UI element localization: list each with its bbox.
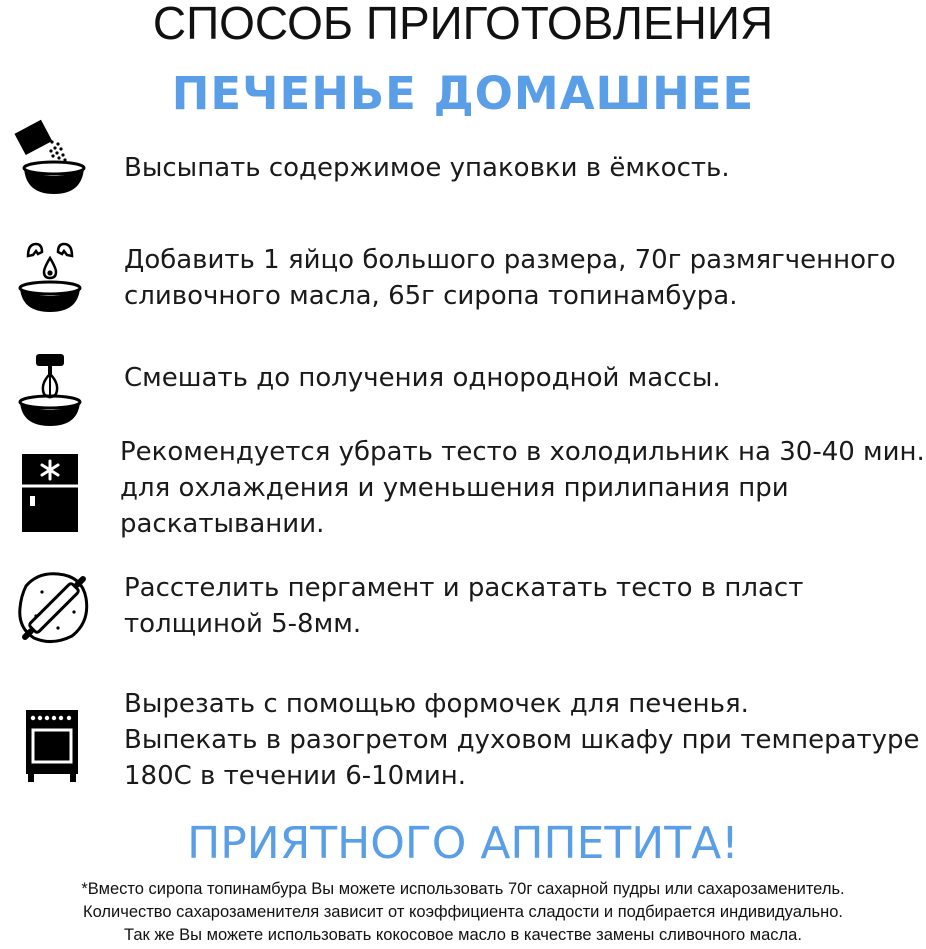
step-6-text: Вырезать с помощью формочек для печенья. Выпекать в разогретом духовом шкафу при температуре 180С в течении 6-10мин. bbox=[124, 689, 920, 791]
footnote-line-1: *Вместо сиропа топинамбура Вы можете использовать 70г сахарной пудры или сахарозаменитель. bbox=[81, 880, 845, 898]
page-title: СПОСОБ ПРИГОТОВЛЕНИЯ bbox=[152, 0, 774, 49]
footnote bbox=[0, 878, 926, 947]
egg-bowl-icon bbox=[14, 236, 86, 316]
step-5-text: Расстелить пергамент и раскатать тесто в пласт толщиной 5-8мм. bbox=[124, 573, 804, 639]
rolling-pin-icon bbox=[12, 566, 96, 646]
mixer-bowl-icon bbox=[14, 350, 86, 430]
step-1-text: Высыпать содержимое упаковки в ёмкость. bbox=[124, 153, 730, 183]
pour-bowl-icon bbox=[14, 118, 86, 198]
oven-icon bbox=[14, 708, 86, 788]
step-2-text: Добавить 1 яйцо большого размера, 70г размягченного сливочного масла, 65г сиропа топинамбура. bbox=[124, 245, 896, 311]
step-3-text: Смешать до получения однородной массы. bbox=[124, 363, 721, 393]
footnote-line-2: Количество сахарозаменителя зависит от коэффициента сладости и подбирается индивидуально. bbox=[82, 903, 844, 921]
footnote-line-3: Так же Вы можете использовать кокосовое масло в качестве замены сливочного масла. bbox=[124, 926, 802, 944]
product-name: ПЕЧЕНЬЕ ДОМАШНЕЕ bbox=[171, 67, 755, 120]
step-4-text: Рекомендуется убрать тесто в холодильник на 30-40 мин. для охлаждения и уменьшения прилипания при раскатывании. bbox=[120, 437, 925, 539]
fridge-icon bbox=[14, 452, 86, 532]
closing-message: ПРИЯТНОГО АППЕТИТА! bbox=[187, 818, 739, 869]
